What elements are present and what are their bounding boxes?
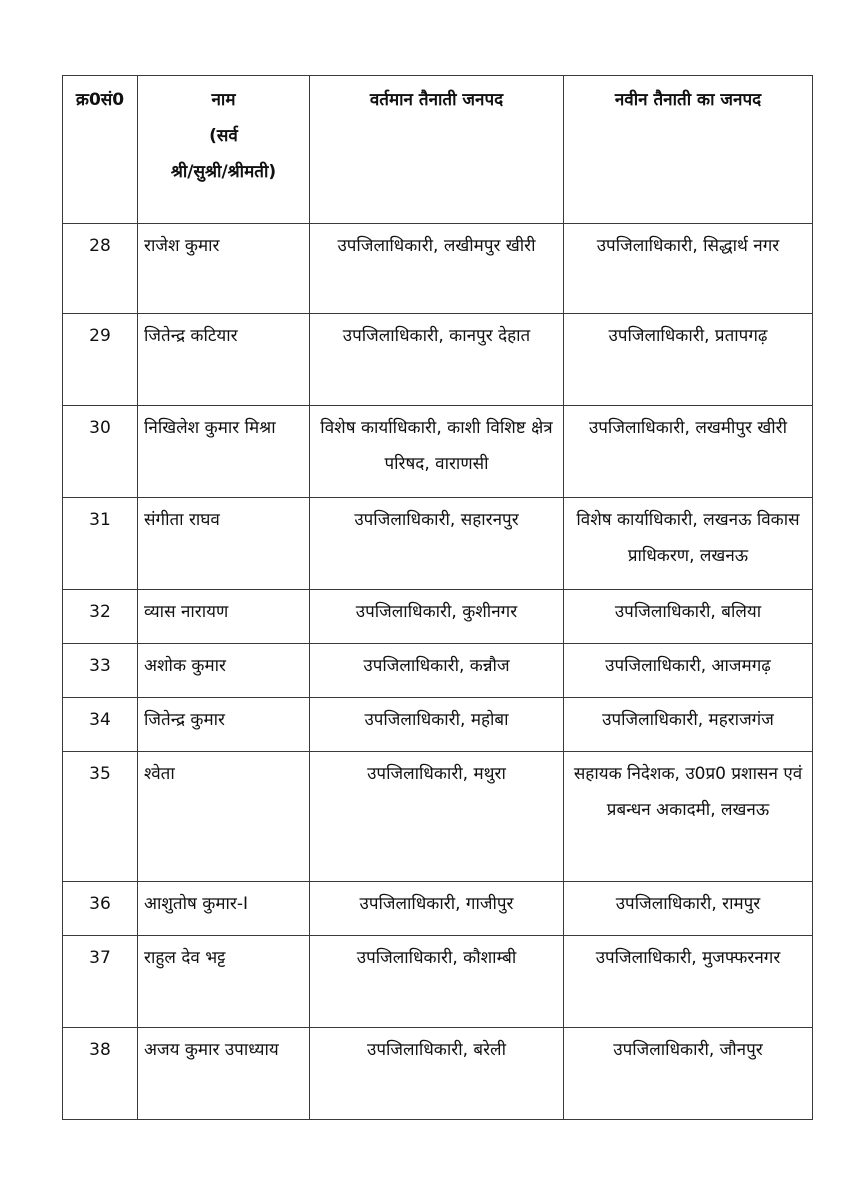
header-name-label: नाम — [211, 90, 236, 110]
table-row — [63, 590, 813, 644]
table-row — [63, 314, 813, 406]
header-current-posting — [310, 76, 564, 224]
transfer-table — [62, 75, 813, 1120]
current-posting: उपजिलाधिकारी, गाजीपुर — [359, 894, 514, 914]
officer-name: संगीता राघव — [144, 510, 220, 530]
current-cell — [310, 644, 564, 698]
current-cell — [310, 698, 564, 752]
table-row — [63, 644, 813, 698]
name-cell — [138, 224, 310, 314]
header-name — [138, 76, 310, 224]
table-row — [63, 406, 813, 498]
new-cell — [564, 1028, 813, 1120]
serial-number: 37 — [89, 948, 111, 968]
header-name-sub-2: श्री/सुश्री/श्रीमती) — [170, 162, 277, 182]
officer-name: जितेन्द्र कटियार — [144, 326, 238, 346]
serial-number: 32 — [89, 602, 111, 622]
serial-cell — [63, 882, 138, 936]
serial-number: 31 — [89, 510, 111, 530]
table-row — [63, 752, 813, 882]
officer-name: अजय कुमार उपाध्याय — [144, 1040, 279, 1060]
header-serial — [63, 76, 138, 224]
new-posting: उपजिलाधिकारी, सिद्धार्थ नगर — [596, 236, 780, 256]
new-cell — [564, 498, 813, 590]
header-new-label: नवीन तैनाती का जनपद — [614, 90, 762, 110]
name-cell — [138, 752, 310, 882]
table-row — [63, 936, 813, 1028]
serial-cell — [63, 224, 138, 314]
new-cell — [564, 882, 813, 936]
new-posting: उपजिलाधिकारी, लखमीपुर खीरी — [588, 418, 788, 438]
officer-name: निखिलेश कुमार मिश्रा — [144, 418, 276, 438]
officer-name: जितेन्द्र कुमार — [144, 710, 225, 730]
name-cell — [138, 590, 310, 644]
officer-name: व्यास नारायण — [144, 602, 229, 622]
name-cell — [138, 644, 310, 698]
current-cell — [310, 590, 564, 644]
name-cell — [138, 498, 310, 590]
header-name-sub-1: (सर्व — [209, 126, 238, 146]
new-cell — [564, 698, 813, 752]
current-cell — [310, 314, 564, 406]
table-header-row — [63, 76, 813, 224]
current-cell — [310, 406, 564, 498]
table-row — [63, 698, 813, 752]
serial-cell — [63, 752, 138, 882]
new-posting: उपजिलाधिकारी, मुजफ्फरनगर — [595, 948, 781, 968]
table-row — [63, 224, 813, 314]
header-current-label: वर्तमान तैनाती जनपद — [369, 90, 504, 110]
new-posting: उपजिलाधिकारी, बलिया — [614, 602, 762, 622]
current-posting: उपजिलाधिकारी, महोबा — [364, 710, 509, 730]
officer-name: राजेश कुमार — [144, 236, 220, 256]
new-posting: उपजिलाधिकारी, महराजगंज — [602, 710, 774, 730]
new-cell — [564, 936, 813, 1028]
officer-name: श्वेता — [144, 764, 175, 784]
name-cell — [138, 698, 310, 752]
new-cell — [564, 224, 813, 314]
serial-number: 30 — [89, 418, 111, 438]
current-cell — [310, 224, 564, 314]
serial-number: 35 — [89, 764, 111, 784]
name-cell — [138, 882, 310, 936]
table-row — [63, 882, 813, 936]
current-cell — [310, 936, 564, 1028]
serial-number: 28 — [89, 236, 111, 256]
new-posting: उपजिलाधिकारी, आजमगढ़ — [605, 656, 771, 676]
current-posting: उपजिलाधिकारी, लखीमपुर खीरी — [337, 236, 536, 256]
serial-cell — [63, 1028, 138, 1120]
current-cell — [310, 752, 564, 882]
current-cell — [310, 1028, 564, 1120]
current-posting: उपजिलाधिकारी, कुशीनगर — [355, 602, 518, 622]
current-posting: उपजिलाधिकारी, बरेली — [367, 1040, 506, 1060]
officer-name: अशोक कुमार — [144, 656, 226, 676]
officer-name: आशुतोष कुमार-I — [144, 894, 248, 914]
name-cell — [138, 406, 310, 498]
serial-cell — [63, 498, 138, 590]
new-posting: उपजिलाधिकारी, जौनपुर — [613, 1040, 763, 1060]
current-cell — [310, 498, 564, 590]
name-cell — [138, 936, 310, 1028]
serial-cell — [63, 590, 138, 644]
current-posting: उपजिलाधिकारी, कानपुर देहात — [342, 326, 531, 346]
new-posting: उपजिलाधिकारी, रामपुर — [615, 894, 761, 914]
serial-number: 34 — [89, 710, 111, 730]
table-row — [63, 498, 813, 590]
serial-number: 33 — [89, 656, 111, 676]
serial-cell — [63, 314, 138, 406]
new-cell — [564, 406, 813, 498]
new-cell — [564, 644, 813, 698]
table-row — [63, 1028, 813, 1120]
current-posting: विशेष कार्याधिकारी, काशी विशिष्ट क्षेत्र परिषद, वाराणसी — [320, 418, 553, 474]
serial-number: 38 — [89, 1040, 111, 1060]
header-new-posting — [564, 76, 813, 224]
new-cell — [564, 590, 813, 644]
serial-number: 36 — [89, 894, 111, 914]
current-cell — [310, 882, 564, 936]
name-cell — [138, 1028, 310, 1120]
header-serial-label: क्र0सं0 — [75, 90, 125, 110]
new-posting: सहायक निदेशक, उ0प्र0 प्रशासन एवं प्रबन्धन अकादमी, लखनऊ — [573, 764, 803, 820]
current-posting: उपजिलाधिकारी, सहारनपुर — [354, 510, 519, 530]
serial-cell — [63, 936, 138, 1028]
serial-cell — [63, 698, 138, 752]
current-posting: उपजिलाधिकारी, कन्नौज — [363, 656, 510, 676]
serial-cell — [63, 406, 138, 498]
new-posting: उपजिलाधिकारी, प्रतापगढ़ — [608, 326, 768, 346]
new-cell — [564, 752, 813, 882]
new-cell — [564, 314, 813, 406]
name-cell — [138, 314, 310, 406]
officer-name: राहुल देव भट्ट — [144, 948, 226, 968]
new-posting: विशेष कार्याधिकारी, लखनऊ विकास प्राधिकरण, लखनऊ — [576, 510, 800, 566]
serial-number: 29 — [89, 326, 111, 346]
current-posting: उपजिलाधिकारी, मथुरा — [367, 764, 506, 784]
current-posting: उपजिलाधिकारी, कौशाम्बी — [356, 948, 517, 968]
serial-cell — [63, 644, 138, 698]
